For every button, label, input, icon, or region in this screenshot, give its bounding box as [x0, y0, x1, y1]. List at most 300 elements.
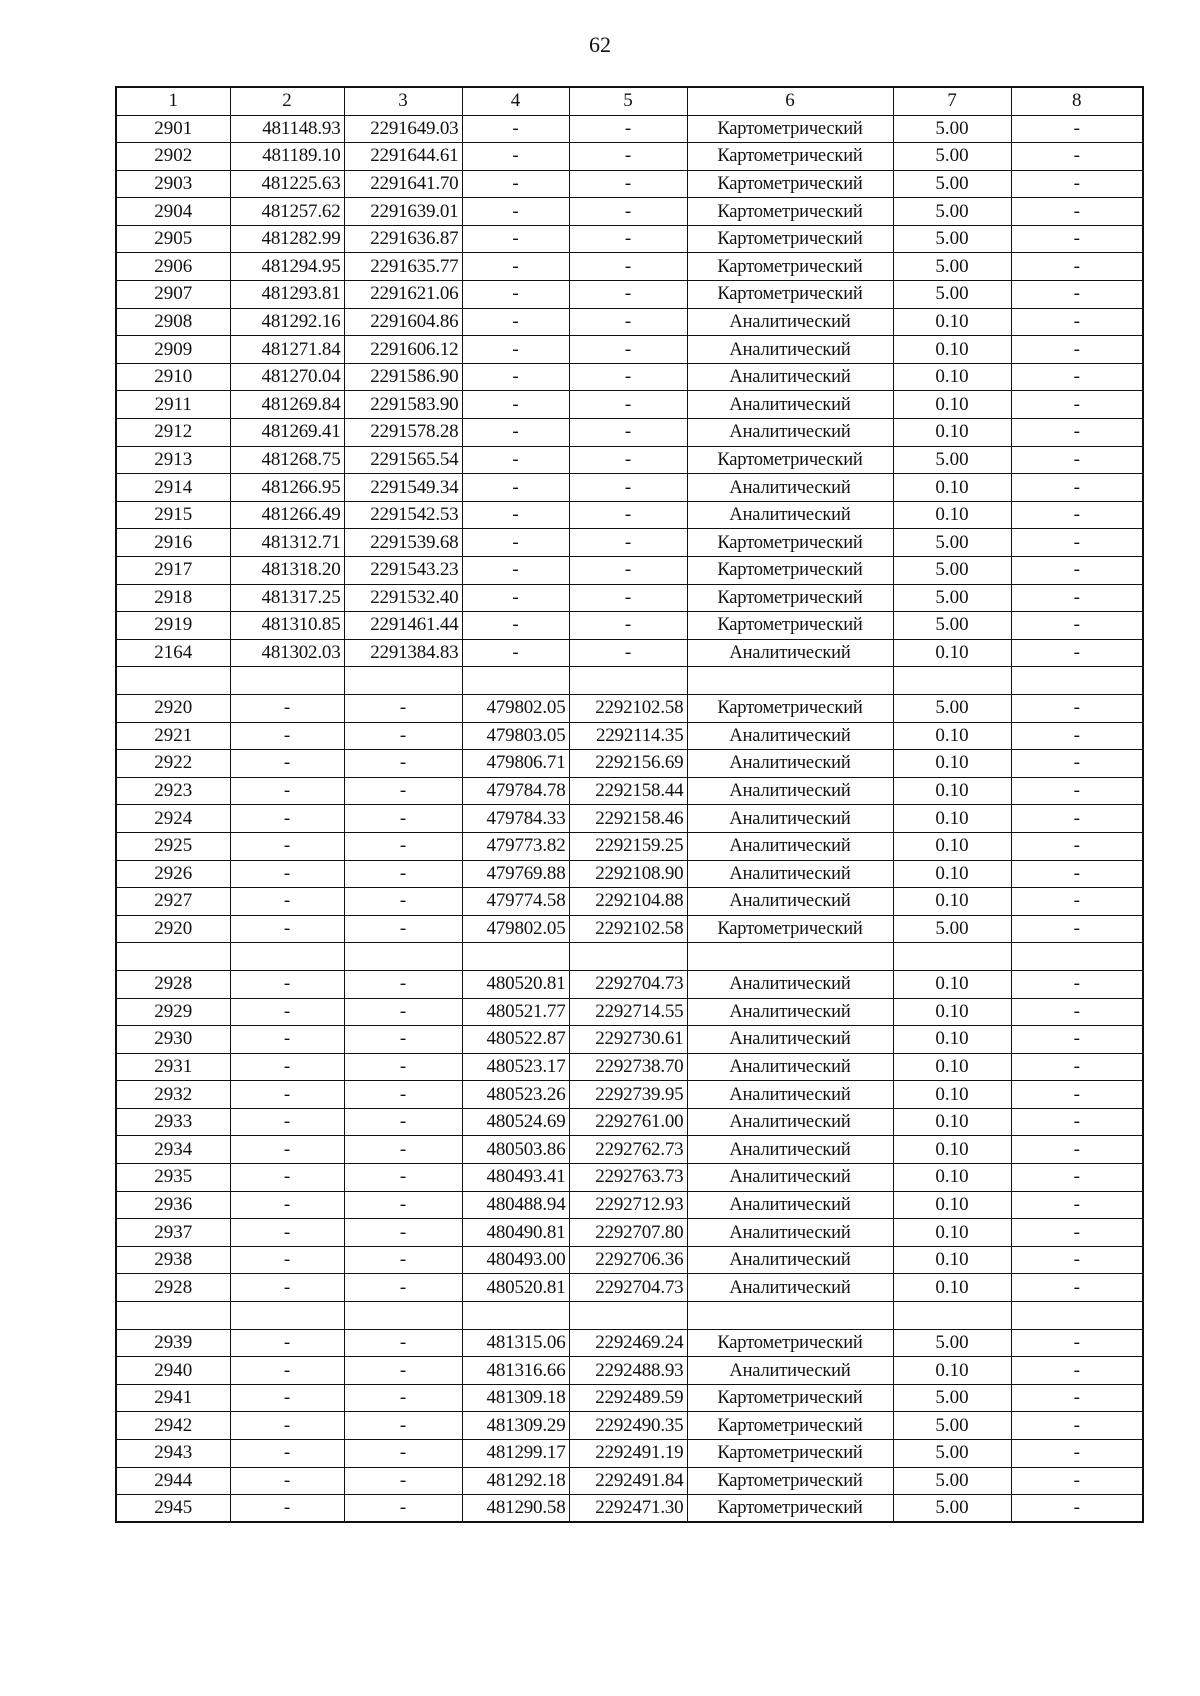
method-cell: Картометрический — [687, 584, 893, 612]
x-coordinate-cell: 481318.20 — [230, 557, 344, 585]
new-x-coordinate-cell: 480520.81 — [462, 1274, 569, 1302]
method-cell: Аналитический — [687, 805, 893, 833]
x-coordinate-cell: 481302.03 — [230, 639, 344, 667]
table-row — [116, 308, 1143, 336]
method-cell: Картометрический — [687, 1440, 893, 1468]
point-number-cell: 2919 — [116, 612, 230, 640]
new-x-coordinate-cell: - — [462, 584, 569, 612]
y-coordinate-cell: - — [344, 1164, 462, 1192]
accuracy-cell: 5.00 — [893, 170, 1011, 198]
x-coordinate-cell: - — [230, 1357, 344, 1385]
description-cell: - — [1011, 1219, 1143, 1247]
new-y-coordinate-cell: - — [569, 639, 687, 667]
new-x-coordinate-cell: - — [462, 446, 569, 474]
accuracy-cell — [893, 667, 1011, 695]
table-row — [116, 143, 1143, 171]
point-number-cell: 2924 — [116, 805, 230, 833]
new-y-coordinate-cell: - — [569, 170, 687, 198]
point-number-cell: 2922 — [116, 750, 230, 778]
description-cell: - — [1011, 1164, 1143, 1192]
table-row — [116, 557, 1143, 585]
point-number-cell: 2903 — [116, 170, 230, 198]
point-number-cell: 2925 — [116, 832, 230, 860]
description-cell: - — [1011, 639, 1143, 667]
y-coordinate-cell: 2291461.44 — [344, 612, 462, 640]
table-row — [116, 474, 1143, 502]
table-row — [116, 336, 1143, 364]
accuracy-cell: 5.00 — [893, 1384, 1011, 1412]
table-row — [116, 1219, 1143, 1247]
point-number-cell: 2923 — [116, 777, 230, 805]
table-row — [116, 529, 1143, 557]
new-y-coordinate-cell: - — [569, 198, 687, 226]
accuracy-cell: 0.10 — [893, 1136, 1011, 1164]
method-cell: Картометрический — [687, 529, 893, 557]
point-number-cell: 2907 — [116, 281, 230, 309]
x-coordinate-cell: - — [230, 915, 344, 943]
new-y-coordinate-cell: 2292704.73 — [569, 1274, 687, 1302]
y-coordinate-cell: - — [344, 915, 462, 943]
table-row — [116, 1081, 1143, 1109]
point-number-cell: 2928 — [116, 1274, 230, 1302]
x-coordinate-cell: 481148.93 — [230, 115, 344, 143]
column-header: 8 — [1011, 87, 1143, 115]
method-cell: Аналитический — [687, 336, 893, 364]
new-x-coordinate-cell: - — [462, 281, 569, 309]
description-cell: - — [1011, 915, 1143, 943]
table-separator-row — [116, 667, 1143, 695]
y-coordinate-cell: - — [344, 1191, 462, 1219]
table-body — [116, 87, 1143, 1522]
column-header: 5 — [569, 87, 687, 115]
method-cell — [687, 943, 893, 971]
description-cell: - — [1011, 501, 1143, 529]
new-y-coordinate-cell: - — [569, 253, 687, 281]
new-x-coordinate-cell — [462, 1302, 569, 1330]
new-y-coordinate-cell: 2292488.93 — [569, 1357, 687, 1385]
new-y-coordinate-cell: - — [569, 363, 687, 391]
method-cell: Картометрический — [687, 281, 893, 309]
x-coordinate-cell: 481268.75 — [230, 446, 344, 474]
table-row — [116, 777, 1143, 805]
x-coordinate-cell: - — [230, 1191, 344, 1219]
new-x-coordinate-cell: - — [462, 419, 569, 447]
point-number-cell: 2906 — [116, 253, 230, 281]
accuracy-cell: 0.10 — [893, 888, 1011, 916]
x-coordinate-cell: - — [230, 832, 344, 860]
x-coordinate-cell: 481269.84 — [230, 391, 344, 419]
new-x-coordinate-cell: - — [462, 391, 569, 419]
new-y-coordinate-cell: - — [569, 308, 687, 336]
method-cell: Аналитический — [687, 1274, 893, 1302]
point-number-cell: 2913 — [116, 446, 230, 474]
table-row — [116, 805, 1143, 833]
x-coordinate-cell: 481269.41 — [230, 419, 344, 447]
x-coordinate-cell: - — [230, 750, 344, 778]
new-x-coordinate-cell: - — [462, 363, 569, 391]
description-cell: - — [1011, 336, 1143, 364]
description-cell: - — [1011, 1467, 1143, 1495]
description-cell: - — [1011, 1329, 1143, 1357]
accuracy-cell: 0.10 — [893, 501, 1011, 529]
x-coordinate-cell: - — [230, 805, 344, 833]
accuracy-cell: 0.10 — [893, 336, 1011, 364]
table-row — [116, 1329, 1143, 1357]
table-row — [116, 970, 1143, 998]
new-y-coordinate-cell: 2292158.44 — [569, 777, 687, 805]
new-x-coordinate-cell: 479806.71 — [462, 750, 569, 778]
y-coordinate-cell: - — [344, 1412, 462, 1440]
method-cell: Картометрический — [687, 446, 893, 474]
y-coordinate-cell: 2291578.28 — [344, 419, 462, 447]
new-x-coordinate-cell: - — [462, 529, 569, 557]
point-number-cell: 2908 — [116, 308, 230, 336]
point-number-cell: 2926 — [116, 860, 230, 888]
accuracy-cell: 0.10 — [893, 419, 1011, 447]
y-coordinate-cell: 2291635.77 — [344, 253, 462, 281]
method-cell: Аналитический — [687, 1164, 893, 1192]
new-x-coordinate-cell: 479784.78 — [462, 777, 569, 805]
method-cell: Аналитический — [687, 639, 893, 667]
accuracy-cell: 0.10 — [893, 970, 1011, 998]
table-row — [116, 198, 1143, 226]
point-number-cell: 2912 — [116, 419, 230, 447]
y-coordinate-cell: - — [344, 1357, 462, 1385]
new-y-coordinate-cell: - — [569, 501, 687, 529]
y-coordinate-cell: 2291384.83 — [344, 639, 462, 667]
point-number-cell: 2928 — [116, 970, 230, 998]
column-header: 7 — [893, 87, 1011, 115]
method-cell: Аналитический — [687, 998, 893, 1026]
new-y-coordinate-cell: 2292490.35 — [569, 1412, 687, 1440]
accuracy-cell: 5.00 — [893, 281, 1011, 309]
x-coordinate-cell: - — [230, 1274, 344, 1302]
new-y-coordinate-cell: 2292730.61 — [569, 1026, 687, 1054]
page-number: 62 — [589, 32, 611, 57]
description-cell: - — [1011, 529, 1143, 557]
table-row — [116, 722, 1143, 750]
description-cell: - — [1011, 474, 1143, 502]
point-number-cell: 2942 — [116, 1412, 230, 1440]
x-coordinate-cell: 481270.04 — [230, 363, 344, 391]
method-cell: Аналитический — [687, 888, 893, 916]
accuracy-cell: 5.00 — [893, 446, 1011, 474]
new-x-coordinate-cell: 480493.41 — [462, 1164, 569, 1192]
x-coordinate-cell — [230, 667, 344, 695]
x-coordinate-cell: - — [230, 777, 344, 805]
point-number-cell: 2943 — [116, 1440, 230, 1468]
method-cell: Картометрический — [687, 170, 893, 198]
accuracy-cell: 0.10 — [893, 777, 1011, 805]
accuracy-cell — [893, 943, 1011, 971]
point-number-cell: 2916 — [116, 529, 230, 557]
y-coordinate-cell: - — [344, 832, 462, 860]
description-cell: - — [1011, 832, 1143, 860]
description-cell: - — [1011, 1053, 1143, 1081]
y-coordinate-cell: 2291649.03 — [344, 115, 462, 143]
new-y-coordinate-cell: 2292471.30 — [569, 1495, 687, 1523]
method-cell: Картометрический — [687, 1329, 893, 1357]
description-cell: - — [1011, 860, 1143, 888]
description-cell: - — [1011, 391, 1143, 419]
new-y-coordinate-cell: - — [569, 474, 687, 502]
table-row — [116, 1412, 1143, 1440]
x-coordinate-cell: 481282.99 — [230, 225, 344, 253]
description-cell: - — [1011, 1246, 1143, 1274]
y-coordinate-cell: 2291539.68 — [344, 529, 462, 557]
x-coordinate-cell: 481225.63 — [230, 170, 344, 198]
new-x-coordinate-cell: - — [462, 308, 569, 336]
point-number-cell: 2905 — [116, 225, 230, 253]
accuracy-cell: 0.10 — [893, 998, 1011, 1026]
x-coordinate-cell: - — [230, 1246, 344, 1274]
accuracy-cell — [893, 1302, 1011, 1330]
accuracy-cell: 0.10 — [893, 1274, 1011, 1302]
description-cell: - — [1011, 170, 1143, 198]
accuracy-cell: 0.10 — [893, 750, 1011, 778]
method-cell: Аналитический — [687, 1357, 893, 1385]
method-cell: Аналитический — [687, 363, 893, 391]
x-coordinate-cell: - — [230, 694, 344, 722]
new-x-coordinate-cell: 480522.87 — [462, 1026, 569, 1054]
new-y-coordinate-cell: - — [569, 281, 687, 309]
new-x-coordinate-cell: 481292.18 — [462, 1467, 569, 1495]
description-cell: - — [1011, 722, 1143, 750]
description-cell: - — [1011, 281, 1143, 309]
point-number-cell — [116, 667, 230, 695]
accuracy-cell: 0.10 — [893, 363, 1011, 391]
y-coordinate-cell: 2291606.12 — [344, 336, 462, 364]
table-row — [116, 832, 1143, 860]
description-cell: - — [1011, 225, 1143, 253]
new-x-coordinate-cell: - — [462, 474, 569, 502]
method-cell: Картометрический — [687, 1467, 893, 1495]
point-number-cell: 2910 — [116, 363, 230, 391]
new-y-coordinate-cell: - — [569, 336, 687, 364]
accuracy-cell: 5.00 — [893, 694, 1011, 722]
new-y-coordinate-cell — [569, 667, 687, 695]
description-cell: - — [1011, 1081, 1143, 1109]
new-y-coordinate-cell: 2292469.24 — [569, 1329, 687, 1357]
accuracy-cell: 0.10 — [893, 722, 1011, 750]
y-coordinate-cell: - — [344, 1329, 462, 1357]
new-y-coordinate-cell: 2292714.55 — [569, 998, 687, 1026]
table-separator-row — [116, 1302, 1143, 1330]
method-cell: Аналитический — [687, 1081, 893, 1109]
y-coordinate-cell: - — [344, 777, 462, 805]
new-x-coordinate-cell: 479802.05 — [462, 694, 569, 722]
y-coordinate-cell: 2291621.06 — [344, 281, 462, 309]
y-coordinate-cell: - — [344, 1274, 462, 1302]
table-header-row — [116, 87, 1143, 115]
table-row — [116, 363, 1143, 391]
point-number-cell: 2939 — [116, 1329, 230, 1357]
column-header: 1 — [116, 87, 230, 115]
new-x-coordinate-cell: - — [462, 557, 569, 585]
new-y-coordinate-cell — [569, 1302, 687, 1330]
y-coordinate-cell: - — [344, 1053, 462, 1081]
point-number-cell: 2927 — [116, 888, 230, 916]
y-coordinate-cell: - — [344, 722, 462, 750]
description-cell: - — [1011, 888, 1143, 916]
point-number-cell: 2944 — [116, 1467, 230, 1495]
new-x-coordinate-cell — [462, 667, 569, 695]
point-number-cell: 2937 — [116, 1219, 230, 1247]
point-number-cell: 2920 — [116, 915, 230, 943]
method-cell: Аналитический — [687, 832, 893, 860]
column-header: 3 — [344, 87, 462, 115]
method-cell: Аналитический — [687, 1219, 893, 1247]
new-x-coordinate-cell: 481316.66 — [462, 1357, 569, 1385]
new-x-coordinate-cell: 481309.18 — [462, 1384, 569, 1412]
y-coordinate-cell: - — [344, 750, 462, 778]
y-coordinate-cell: - — [344, 1081, 462, 1109]
table-row — [116, 1108, 1143, 1136]
column-header: 4 — [462, 87, 569, 115]
description-cell: - — [1011, 143, 1143, 171]
accuracy-cell: 0.10 — [893, 1246, 1011, 1274]
new-y-coordinate-cell: - — [569, 391, 687, 419]
y-coordinate-cell: 2291586.90 — [344, 363, 462, 391]
y-coordinate-cell: - — [344, 860, 462, 888]
description-cell: - — [1011, 557, 1143, 585]
accuracy-cell: 0.10 — [893, 805, 1011, 833]
new-x-coordinate-cell: 480493.00 — [462, 1246, 569, 1274]
x-coordinate-cell: - — [230, 722, 344, 750]
x-coordinate-cell: 481293.81 — [230, 281, 344, 309]
x-coordinate-cell: 481257.62 — [230, 198, 344, 226]
new-y-coordinate-cell: 2292104.88 — [569, 888, 687, 916]
description-cell: - — [1011, 253, 1143, 281]
new-x-coordinate-cell: 479774.58 — [462, 888, 569, 916]
column-header: 2 — [230, 87, 344, 115]
x-coordinate-cell: 481312.71 — [230, 529, 344, 557]
point-number-cell: 2911 — [116, 391, 230, 419]
coordinates-table — [115, 86, 1144, 1523]
point-number-cell: 2930 — [116, 1026, 230, 1054]
accuracy-cell: 0.10 — [893, 1026, 1011, 1054]
point-number-cell: 2917 — [116, 557, 230, 585]
table-row — [116, 1440, 1143, 1468]
accuracy-cell: 5.00 — [893, 1440, 1011, 1468]
new-x-coordinate-cell: 481290.58 — [462, 1495, 569, 1523]
x-coordinate-cell: - — [230, 1136, 344, 1164]
new-x-coordinate-cell: 480521.77 — [462, 998, 569, 1026]
method-cell: Аналитический — [687, 1191, 893, 1219]
method-cell: Аналитический — [687, 419, 893, 447]
y-coordinate-cell: 2291532.40 — [344, 584, 462, 612]
new-y-coordinate-cell: - — [569, 143, 687, 171]
method-cell: Картометрический — [687, 915, 893, 943]
accuracy-cell: 0.10 — [893, 391, 1011, 419]
new-y-coordinate-cell: - — [569, 529, 687, 557]
accuracy-cell: 0.10 — [893, 639, 1011, 667]
new-x-coordinate-cell: - — [462, 336, 569, 364]
description-cell: - — [1011, 1274, 1143, 1302]
method-cell: Картометрический — [687, 1384, 893, 1412]
method-cell: Аналитический — [687, 1053, 893, 1081]
accuracy-cell: 0.10 — [893, 832, 1011, 860]
point-number-cell: 2915 — [116, 501, 230, 529]
description-cell: - — [1011, 970, 1143, 998]
x-coordinate-cell: - — [230, 1053, 344, 1081]
table-row — [116, 1191, 1143, 1219]
y-coordinate-cell: 2291636.87 — [344, 225, 462, 253]
x-coordinate-cell: - — [230, 1412, 344, 1440]
method-cell: Аналитический — [687, 1246, 893, 1274]
new-y-coordinate-cell: 2292712.93 — [569, 1191, 687, 1219]
new-y-coordinate-cell: - — [569, 446, 687, 474]
method-cell: Картометрический — [687, 612, 893, 640]
description-cell: - — [1011, 446, 1143, 474]
new-x-coordinate-cell: 479773.82 — [462, 832, 569, 860]
point-number-cell: 2935 — [116, 1164, 230, 1192]
y-coordinate-cell: - — [344, 1136, 462, 1164]
y-coordinate-cell — [344, 943, 462, 971]
y-coordinate-cell: - — [344, 694, 462, 722]
point-number-cell: 2918 — [116, 584, 230, 612]
method-cell: Картометрический — [687, 143, 893, 171]
new-y-coordinate-cell: 2292491.84 — [569, 1467, 687, 1495]
table-row — [116, 584, 1143, 612]
description-cell: - — [1011, 363, 1143, 391]
accuracy-cell: 5.00 — [893, 584, 1011, 612]
description-cell — [1011, 667, 1143, 695]
y-coordinate-cell: - — [344, 1467, 462, 1495]
point-number-cell — [116, 1302, 230, 1330]
description-cell: - — [1011, 612, 1143, 640]
description-cell: - — [1011, 1191, 1143, 1219]
description-cell: - — [1011, 1495, 1143, 1523]
point-number-cell: 2904 — [116, 198, 230, 226]
new-y-coordinate-cell: 2292102.58 — [569, 915, 687, 943]
new-y-coordinate-cell: 2292706.36 — [569, 1246, 687, 1274]
x-coordinate-cell: - — [230, 1467, 344, 1495]
column-header: 6 — [687, 87, 893, 115]
new-x-coordinate-cell: 480488.94 — [462, 1191, 569, 1219]
table-row — [116, 888, 1143, 916]
description-cell: - — [1011, 1440, 1143, 1468]
table-row — [116, 1357, 1143, 1385]
new-y-coordinate-cell: 2292761.00 — [569, 1108, 687, 1136]
x-coordinate-cell: - — [230, 1384, 344, 1412]
method-cell — [687, 1302, 893, 1330]
method-cell: Аналитический — [687, 474, 893, 502]
accuracy-cell: 5.00 — [893, 529, 1011, 557]
point-number-cell: 2938 — [116, 1246, 230, 1274]
point-number-cell: 2929 — [116, 998, 230, 1026]
method-cell: Аналитический — [687, 1136, 893, 1164]
method-cell: Аналитический — [687, 722, 893, 750]
y-coordinate-cell: - — [344, 1440, 462, 1468]
accuracy-cell: 5.00 — [893, 225, 1011, 253]
new-y-coordinate-cell: - — [569, 612, 687, 640]
new-x-coordinate-cell: - — [462, 115, 569, 143]
new-x-coordinate-cell: - — [462, 225, 569, 253]
new-y-coordinate-cell: 2292159.25 — [569, 832, 687, 860]
accuracy-cell: 5.00 — [893, 253, 1011, 281]
x-coordinate-cell: 481317.25 — [230, 584, 344, 612]
new-x-coordinate-cell: - — [462, 501, 569, 529]
accuracy-cell: 5.00 — [893, 115, 1011, 143]
y-coordinate-cell: - — [344, 1108, 462, 1136]
point-number-cell — [116, 943, 230, 971]
new-y-coordinate-cell — [569, 943, 687, 971]
accuracy-cell: 5.00 — [893, 557, 1011, 585]
new-y-coordinate-cell: - — [569, 584, 687, 612]
method-cell: Аналитический — [687, 1108, 893, 1136]
y-coordinate-cell: - — [344, 1246, 462, 1274]
